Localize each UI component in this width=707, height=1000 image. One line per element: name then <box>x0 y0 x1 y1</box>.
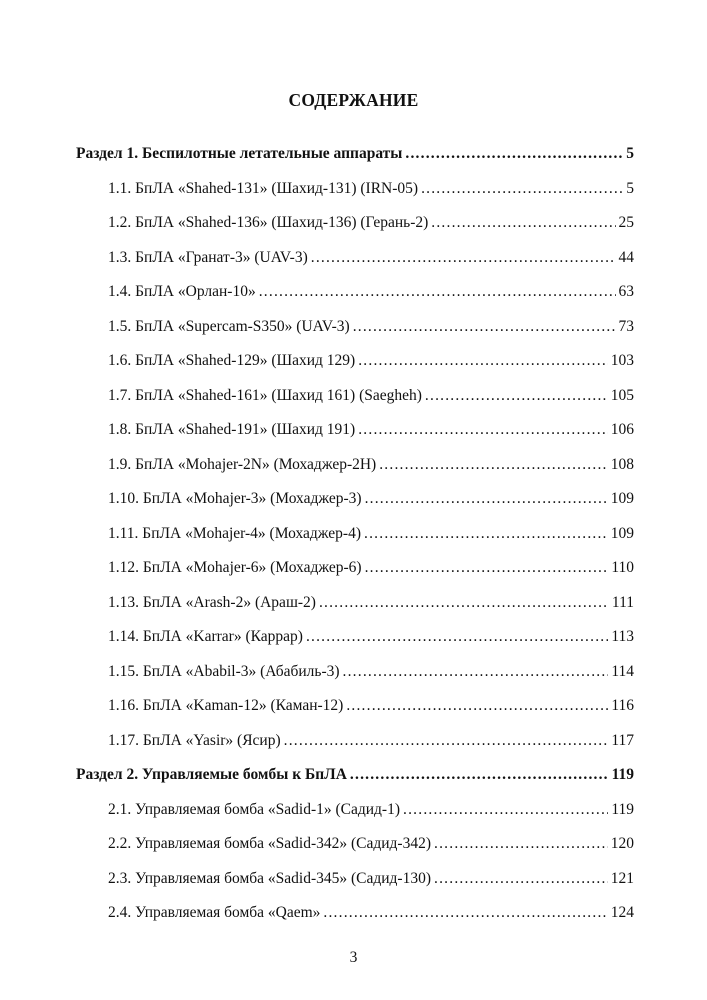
dot-leader <box>425 387 608 405</box>
toc-entry-label: 1.14. БпЛА «Karrar» (Каррар) <box>108 628 303 645</box>
toc-entry-page: 117 <box>611 731 634 749</box>
dot-leader <box>365 490 608 508</box>
toc-entry-page: 121 <box>610 869 634 887</box>
toc-entry-page: 109 <box>610 524 634 542</box>
toc-entry-1-10[interactable] <box>108 490 634 508</box>
toc-entry-label: Раздел 1. Беспилотные летательные аппараты <box>76 145 403 162</box>
toc-entry-label: 1.15. БпЛА «Ababil-3» (Абабиль-3) <box>108 662 340 680</box>
dot-leader <box>431 214 615 232</box>
toc-entry-label: 1.2. БпЛА «Shahed-136» (Шахид-136) (Герань-2) <box>108 214 429 231</box>
toc-entry-label: 1.13. БпЛА «Arash-2» (Араш-2) <box>108 593 316 611</box>
toc-entry-1-3[interactable] <box>108 249 634 267</box>
toc-entry-page: 5 <box>626 179 634 197</box>
toc-entry-page: 124 <box>610 904 634 921</box>
dot-leader <box>350 766 609 784</box>
toc-entry-label: 1.1. БпЛА «Shahed-131» (Шахид-131) (IRN-05) <box>108 179 419 197</box>
toc-entry-page: 73 <box>618 317 634 335</box>
toc-section-2[interactable] <box>76 766 634 784</box>
toc-entry-label: 1.9. БпЛА «Mohajer-2N» (Мохаджер-2Н) <box>108 455 377 473</box>
dot-leader <box>434 835 608 853</box>
toc-entry-page: 105 <box>610 386 634 404</box>
toc-entry-page: 109 <box>610 490 634 507</box>
dot-leader <box>358 352 608 370</box>
dot-leader <box>365 559 609 577</box>
toc-entry-1-15[interactable] <box>108 663 634 681</box>
dot-leader <box>379 456 608 474</box>
page-title: СОДЕРЖАНИЕ <box>288 90 419 110</box>
toc-entry-1-11[interactable] <box>108 525 634 543</box>
toc-entry-label: 2.4. Управляемая бомба «Qaem» <box>108 904 321 921</box>
toc-entry-1-14[interactable] <box>108 628 634 646</box>
toc-entry-2-4[interactable] <box>108 904 634 922</box>
toc-entry-label: 1.4. БпЛА «Орлан-10» <box>108 283 256 300</box>
dot-leader <box>364 525 608 543</box>
toc-entry-page: 110 <box>611 559 634 576</box>
dot-leader <box>434 870 608 888</box>
toc-entry-label: 1.5. БпЛА «Supercam-S350» (UAV-3) <box>108 317 350 335</box>
toc-entry-page: 111 <box>611 593 634 611</box>
toc-entry-2-1[interactable] <box>108 801 634 819</box>
toc-entry-2-3[interactable] <box>108 870 634 888</box>
toc-entry-1-5[interactable] <box>108 318 634 336</box>
toc-entry-page: 106 <box>610 421 634 438</box>
dot-leader <box>284 732 609 750</box>
toc-entry-1-6[interactable] <box>108 352 634 370</box>
toc-entry-label: 2.1. Управляемая бомба «Sadid-1» (Садид-1) <box>108 800 401 818</box>
toc-entry-page: 103 <box>610 352 634 369</box>
toc-entry-label: 1.3. БпЛА «Гранат-3» (UAV-3) <box>108 248 308 266</box>
toc-entry-page: 114 <box>611 662 634 680</box>
dot-leader <box>358 421 608 439</box>
toc-entry-label: 1.10. БпЛА «Mohajer-3» (Мохаджер-3) <box>108 490 362 507</box>
dot-leader <box>405 145 623 163</box>
dot-leader <box>323 904 607 922</box>
toc-entry-1-8[interactable] <box>108 421 634 439</box>
toc-entry-page: 108 <box>610 455 634 473</box>
toc-entry-label: 1.11. БпЛА «Mohajer-4» (Мохаджер-4) <box>108 524 362 542</box>
toc-entry-page: 63 <box>618 283 634 300</box>
toc-entry-label: 1.16. БпЛА «Kaman-12» (Каман-12) <box>108 697 344 714</box>
toc-entry-1-1[interactable] <box>108 180 634 198</box>
dot-leader <box>343 663 609 681</box>
toc-entry-1-16[interactable] <box>108 697 634 715</box>
toc-entry-1-4[interactable] <box>108 283 634 301</box>
toc-entry-label: 1.7. БпЛА «Shahed-161» (Шахид 161) (Saegheh) <box>108 386 422 404</box>
toc-entry-label: 2.2. Управляемая бомба «Sadid-342» (Садид-342) <box>108 835 432 852</box>
toc-entry-label: Раздел 2. Управляемые бомбы к БпЛА <box>76 766 347 783</box>
toc-entry-page: 120 <box>610 835 634 852</box>
toc-entry-label: 2.3. Управляемая бомба «Sadid-345» (Садид-130) <box>108 869 432 887</box>
toc-entry-1-9[interactable] <box>108 456 634 474</box>
dot-leader <box>259 283 616 301</box>
dot-leader <box>306 628 608 646</box>
toc-entry-label: 1.17. БпЛА «Yasir» (Ясир) <box>108 731 281 749</box>
dot-leader <box>403 801 608 819</box>
toc-entry-2-2[interactable] <box>108 835 634 853</box>
dot-leader <box>353 318 616 336</box>
toc-entry-page: 5 <box>626 145 634 162</box>
page-number: 3 <box>349 949 358 966</box>
toc-entry-1-2[interactable] <box>108 214 634 232</box>
toc-entry-page: 25 <box>618 214 634 231</box>
dot-leader <box>311 249 616 267</box>
toc-entry-1-7[interactable] <box>108 387 634 405</box>
toc-entry-label: 1.12. БпЛА «Mohajer-6» (Мохаджер-6) <box>108 559 362 576</box>
toc-entry-page: 119 <box>611 800 634 818</box>
dot-leader <box>319 594 609 612</box>
toc-section-1[interactable] <box>76 145 634 163</box>
dot-leader <box>346 697 608 715</box>
toc-entry-label: 1.6. БпЛА «Shahed-129» (Шахид 129) <box>108 352 356 369</box>
toc-entry-page: 113 <box>611 628 634 645</box>
toc-entry-1-17[interactable] <box>108 732 634 750</box>
toc-entry-1-12[interactable] <box>108 559 634 577</box>
toc-entry-page: 119 <box>611 766 634 783</box>
toc-entry-label: 1.8. БпЛА «Shahed-191» (Шахид 191) <box>108 421 356 438</box>
toc-entry-page: 116 <box>611 697 634 714</box>
dot-leader <box>421 180 623 198</box>
toc-entry-1-13[interactable] <box>108 594 634 612</box>
toc-entry-page: 44 <box>618 248 634 266</box>
